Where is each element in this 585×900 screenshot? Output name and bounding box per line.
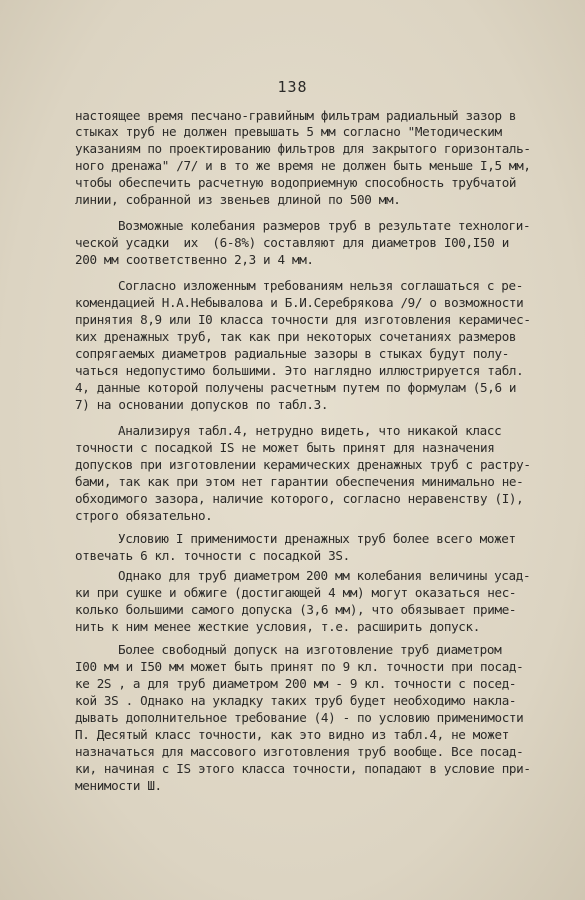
text-line: Возможные колебания размеров труб в результате технологи- [118, 218, 531, 233]
text-line: I00 мм и I50 мм может быть принят по 9 кл. точности при посад- [75, 659, 524, 674]
text-line: колько большими самого допуска (3,6 мм), что обязывает приме- [75, 602, 517, 617]
text-line: чтобы обеспечить расчетную водоприемную способность трубчатой [75, 175, 517, 190]
text-line: строго обязательно. [75, 508, 213, 523]
text-line: линии, собранной из звеньев длиной по 500 мм. [75, 192, 401, 207]
text-line: ки при сушке и обжиге (достигающей 4 мм) могут оказаться нес- [75, 585, 517, 600]
text-line: настоящее время песчано-гравийным фильтрам радиальный зазор в [75, 108, 517, 123]
page-number: 138 [277, 78, 308, 96]
text-line: принятия 8,9 или I0 класса точности для изготовления керамичес- [75, 312, 531, 327]
text-line: отвечать 6 кл. точности с посадкой 3S. [75, 548, 350, 563]
text-line: чаться недопустимо большими. Это наглядно иллюстрируется табл. [75, 363, 524, 378]
text-line: Более свободный допуск на изготовление труб диаметром [118, 642, 502, 657]
text-line: сопрягаемых диаметров радиальные зазоры в стыках будут полу- [75, 346, 509, 361]
text-line: Однако для труб диаметром 200 мм колебания величины усад- [118, 568, 531, 583]
text-line: ного дренажа" /7/ и в то же время не должен быть меньше I,5 мм, [75, 158, 531, 173]
text-line: кой 3S . Однако на укладку таких труб будет необходимо накла- [75, 693, 517, 708]
text-line: точности с посадкой IS не может быть принят для назначения [75, 440, 495, 455]
text-line: нить к ним менее жесткие условия, т.е. расширить допуск. [75, 619, 480, 634]
text-line: менимости Ш. [75, 778, 162, 793]
text-line: комендацией Н.А.Небывалова и Б.И.Серебрякова /9/ о возможности [75, 295, 524, 310]
text-line: ческой усадки их (6-8%) составляют для диаметров I00,I50 и [75, 235, 509, 250]
text-line: ке 2S , а для труб диаметром 200 мм - 9 кл. точности с посед- [75, 676, 517, 691]
text-line: П. Десятый класс точности, как это видно из табл.4, не может [75, 727, 509, 742]
text-line: обходимого зазора, наличие которого, согласно неравенству (I), [75, 491, 524, 506]
text-line: 4, данные которой получены расчетным путем по формулам (5,6 и [75, 380, 517, 395]
text-line: ки, начиная с IS этого класса точности, попадают в условие при- [75, 761, 531, 776]
text-line: дывать дополнительное требование (4) - по условию применимости [75, 710, 524, 725]
text-line: указаниям по проектированию фильтров для закрытого горизонталь- [75, 141, 531, 156]
text-line: Согласно изложенным требованиям нельзя соглашаться с ре- [118, 278, 523, 293]
text-line: стыках труб не должен превышать 5 мм согласно "Методическим [75, 124, 502, 139]
text-line: назначаться для массового изготовления труб вообще. Все посад- [75, 744, 524, 759]
text-line: 200 мм соответственно 2,3 и 4 мм. [75, 252, 314, 267]
text-line: ких дренажных труб, так как при некоторых сочетаниях размеров [75, 329, 517, 344]
text-line: бами, так как при этом нет гарантии обеспечения минимально не- [75, 474, 524, 489]
text-line: допусков при изготовлении керамических дренажных труб с растру- [75, 457, 531, 472]
text-line: 7) на основании допусков по табл.3. [75, 397, 329, 412]
text-line: Условию I применимости дренажных труб более всего может [118, 531, 516, 546]
text-line: Анализируя табл.4, нетрудно видеть, что никакой класс [118, 423, 502, 438]
